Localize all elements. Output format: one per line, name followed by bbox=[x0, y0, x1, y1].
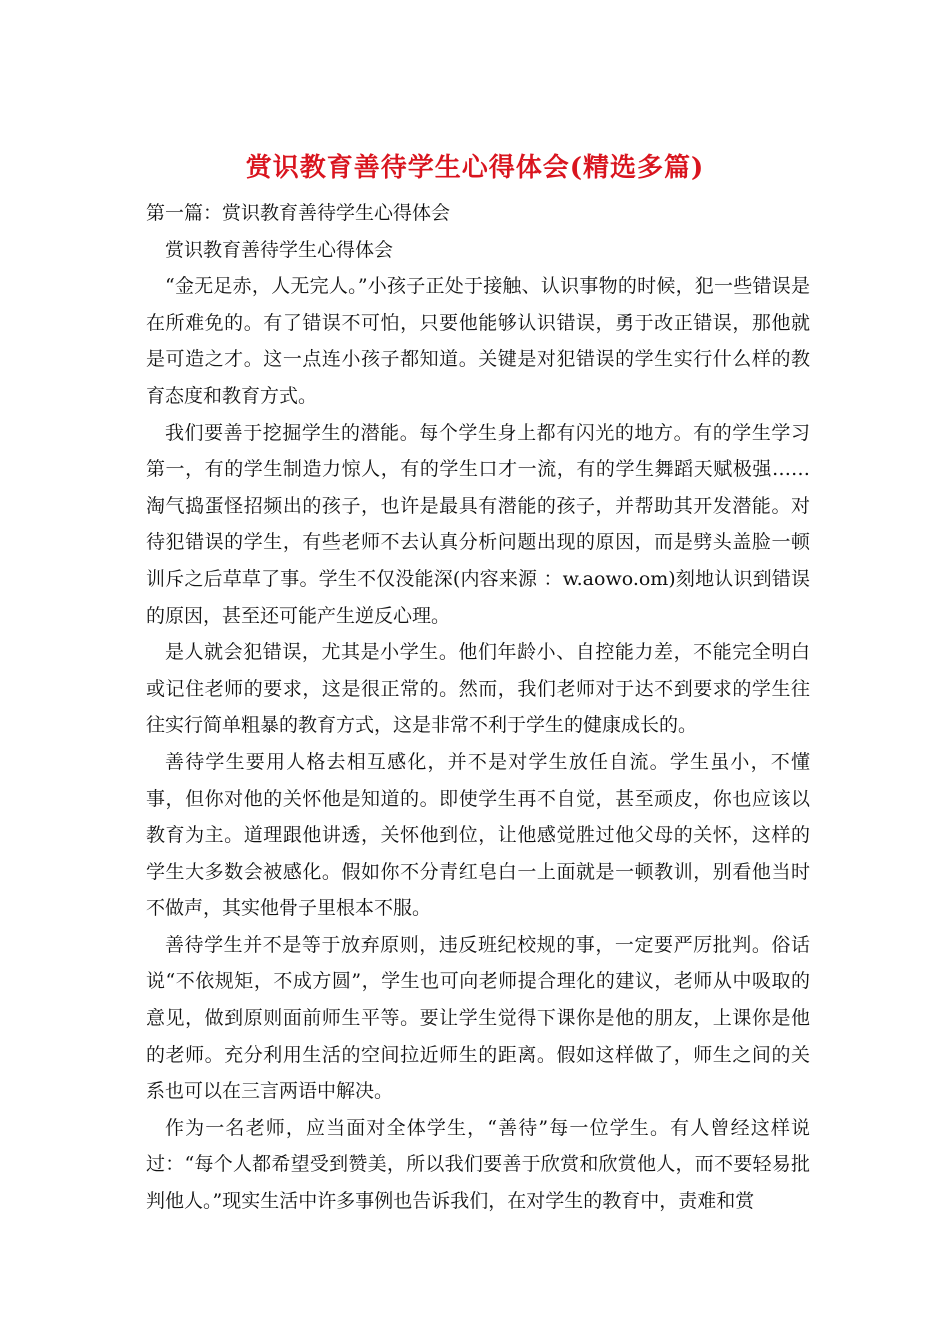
paragraph-2: 我们要善于挖掘学生的潜能。每个学生身上都有闪光的地方。有的学生学习第一，有的学生制造力惊人，有的学生口才一流，有的学生舞蹈天赋极强……淘气捣蛋怪招频出的孩子，也许是最具有潜能的孩子，并帮助其开发潜能。对待犯错误的学生，有些老师不去认真分析问题出现的原因，而是劈头盖脸一顿训斥之后草草了事。学生不仅没能深(内容来源 ：w.aowo.om)刻地认识到错误的原因，甚至还可能产生逆反心理。 bbox=[146, 421, 810, 627]
paragraph-4: 善待学生要用人格去相互感化，并不是对学生放任自流。学生虽小，不懂事，但你对他的关怀他是知道的。即使学生再不自觉，甚至顽皮，你也应该以教育为主。道理跟他讲透，关怀他到位，让他感觉胜过他父母的关怀，这样的学生大多数会被感化。假如你不分青红皂白一上面就是一顿教训，别看他当时不做声，其实他骨子里根本不服。 bbox=[146, 750, 810, 920]
document-title: 赏识教育善待学生心得体会(精选多篇) bbox=[245, 153, 705, 183]
paragraph-5: 善待学生并不是等于放弃原则，违反班纪校规的事，一定要严厉批判。俗话说“不依规矩，不成方圆”，学生也可向老师提合理化的建议，老师从中吸取的意见，做到原则面前师生平等。要让学生觉得下课你是他的朋友，上课你是他的老师。充分利用生活的空间拉近师生的距离。假如这样做了，师生之间的关系也可以在三言两语中解决。 bbox=[146, 933, 810, 1103]
paragraph-3: 是人就会犯错误，尤其是小学生。他们年龄小、自控能力差，不能完全明白或记住老师的要求，这是很正常的。然而，我们老师对于达不到要求的学生往往实行简单粗暴的教育方式，这是非常不利于学生的健康成长的。 bbox=[146, 641, 810, 737]
paragraph-6: 作为一名老师，应当面对全体学生，“善待”每一位学生。有人曾经这样说过：“每个人都希望受到赞美，所以我们要善于欣赏和欣赏他人，而不要轻易批判他人。”现实生活中许多事例也告诉我们，在对学生的教育中，责难和赏 bbox=[146, 1116, 810, 1213]
section-heading: 第一篇：赏识教育善待学生心得体会 bbox=[146, 202, 451, 224]
paragraph-1: “金无足赤，人无完人。”小孩子正处于接触、认识事物的时候，犯一些错误是在所难免的。有了错误不可怕，只要他能够认识错误，勇于改正错误，那他就是可造之才。这一点连小孩子都知道。关键是对犯错误的学生实行什么样的教育态度和教育方式。 bbox=[146, 275, 810, 407]
section-subheading: 赏识教育善待学生心得体会 bbox=[165, 238, 394, 261]
document-body bbox=[146, 195, 810, 1220]
